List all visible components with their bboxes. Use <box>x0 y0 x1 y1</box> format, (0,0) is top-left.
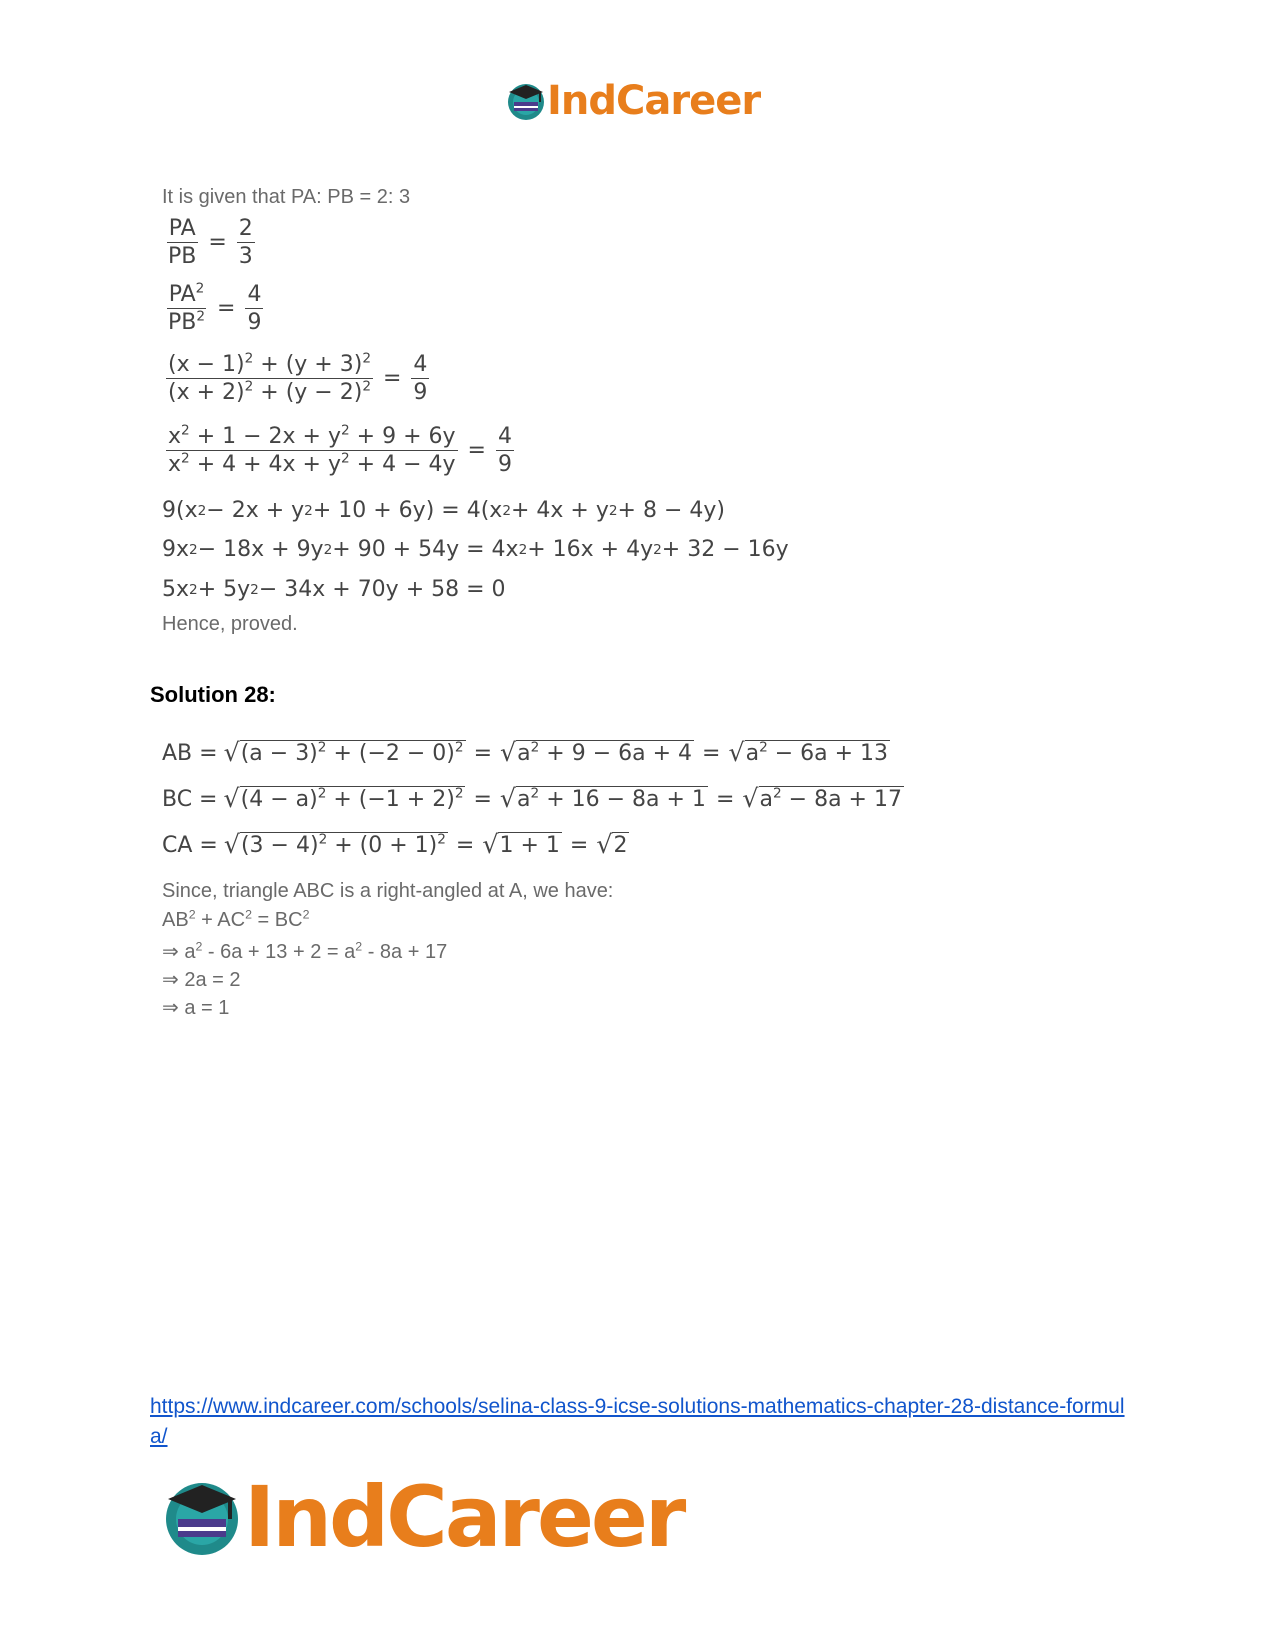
logo-wordmark: IndCareer <box>547 78 761 124</box>
logo-wordmark: IndCareer <box>244 1468 684 1566</box>
graduation-cap-icon <box>505 80 547 122</box>
equation-distributed: 9x 2 − 18x + 9y 2 + 90 + 54y = 4x 2 + 16x + 4y 2 + 32 − 16y <box>162 537 789 562</box>
equation-expanded: $\frac{x^2 + 1 - 2x + y^2 + 9 + 6y}{x^2 + 4 + 4x + y^2 + 4 - 4y}$ = $\frac{4}{9}$ <box>168 422 512 477</box>
solution-heading: Solution 28: <box>150 682 276 707</box>
equation-distance-squared: $\frac{(x - 1)^2 + (y + 3)^2}{(x + 2)^2 + (y - 2)^2}$ = $\frac{4}{9}$ <box>168 350 428 405</box>
equation-ratio-squared: $\frac{PA^2}{PB^2}$ = $\frac{4}{9}$ <box>168 280 262 335</box>
equation-bc: BC = √ $(4 - a)^2 + (-1 + 2)^2$ = √ $a^2 + 16 - 8a + 1$ = √ $a^2 - 8a + 17$ <box>162 784 902 813</box>
source-link[interactable]: https://www.indcareer.com/schools/selina-class-9-icse-solutions-mathematics-chapter-28-distance-formula/ <box>150 1395 1125 1448</box>
implication-2: ⇒ 2a = 2 <box>162 969 241 991</box>
conclusion-text: Hence, proved. <box>162 613 298 635</box>
equation-final: 5x 2 + 5y 2 − 34x + 70y + 58 = 0 <box>162 577 506 602</box>
equation-ratio: $\frac{PA}{PB}$ = $\frac{2}{3}$ <box>168 216 253 269</box>
equation-cross-multiplied: 9(x 2 − 2x + y 2 + 10 + 6y) = 4(x 2 + 4x + y 2 + 8 − 4y) <box>162 498 725 523</box>
header-logo <box>505 78 760 124</box>
implication-3: ⇒ a = 1 <box>162 997 230 1019</box>
graduation-cap-icon <box>160 1475 244 1559</box>
implication-1: ⇒ $a^2 - 6a + 13 + 2 = a^2 - 8a + 17$ <box>162 939 448 963</box>
footer-logo <box>160 1468 683 1566</box>
given-statement: It is given that PA: PB = 2: 3 <box>162 186 411 208</box>
pythagoras-statement: $AB^2 + AC^2 = BC^2$ <box>162 907 310 931</box>
equation-ab: AB = √ $(a - 3)^2 + (-2 - 0)^2$ = √ $a^2 + 9 - 6a + 4$ = √ $a^2 - 6a + 13$ <box>162 738 889 767</box>
since-statement: Since, triangle ABC is a right-angled at A, we have: <box>162 880 614 902</box>
equation-ca: CA = √ $(3 - 4)^2 + (0 + 1)^2$ = √ 1 + 1 = √ 2 <box>162 830 628 859</box>
